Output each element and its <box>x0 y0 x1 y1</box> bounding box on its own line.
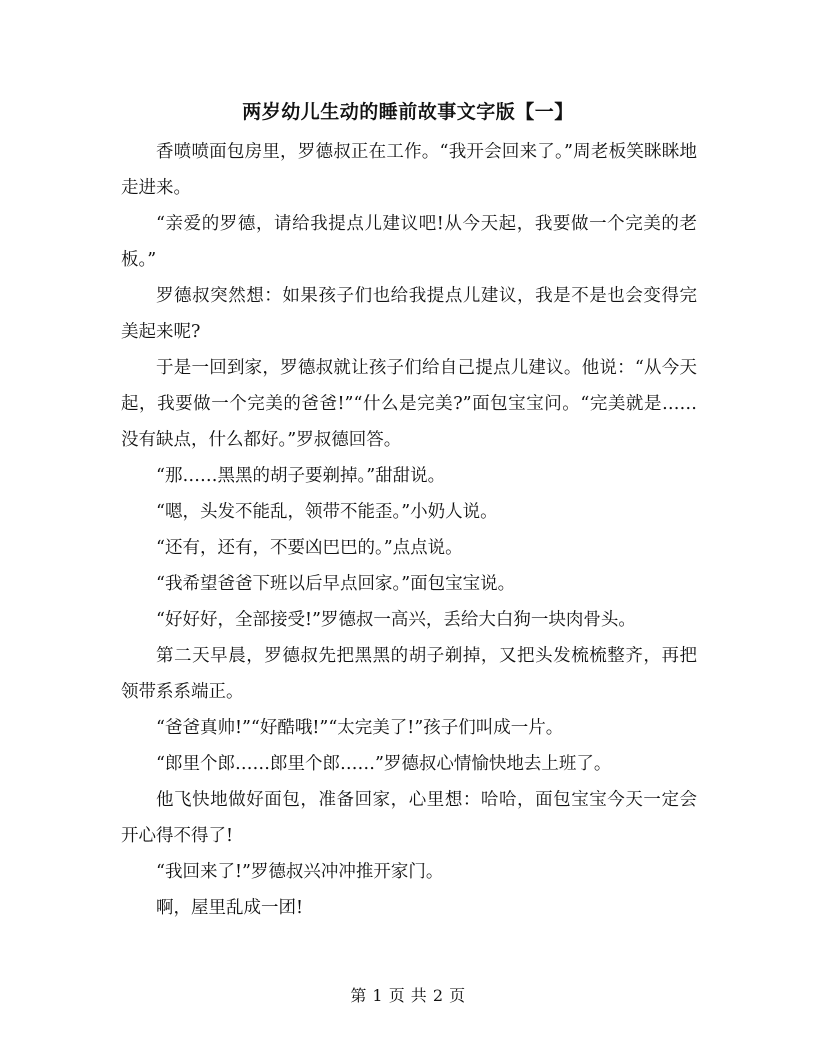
paragraph: “我回来了!”罗德叔兴冲冲推开家门。 <box>156 862 444 882</box>
paragraph: “那……黑黑的胡子要剃掉。”甜甜说。 <box>156 466 446 486</box>
paragraph: “爸爸真帅!”“好酷哦!”“太完美了!”孩子们叫成一片。 <box>156 718 564 738</box>
paragraph: 罗德叔突然想：如果孩子们也给我提点儿建议，我是不是也会变得完美起来呢? <box>121 286 697 342</box>
paragraph: 香喷喷面包房里，罗德叔正在工作。“我开会回来了。”周老板笑眯眯地走进来。 <box>121 142 697 198</box>
paragraph: “还有，还有，不要凶巴巴的。”点点说。 <box>156 538 463 558</box>
paragraph: “郎里个郎……郎里个郎……”罗德叔心情愉快地去上班了。 <box>156 754 612 774</box>
paragraph: 第二天早晨，罗德叔先把黑黑的胡子剃掉，又把头发梳梳整齐，再把领带系系端正。 <box>121 646 697 702</box>
paragraph: “好好好，全部接受!”罗德叔一高兴，丢给大白狗一块肉骨头。 <box>156 610 636 630</box>
paragraph: 啊，屋里乱成一团! <box>156 898 304 918</box>
paragraph: “我希望爸爸下班以后早点回家。”面包宝宝说。 <box>156 574 516 594</box>
page-footer <box>0 984 816 1008</box>
paragraph: 他飞快地做好面包，准备回家，心里想：哈哈，面包宝宝今天一定会开心得不得了! <box>121 790 697 846</box>
paragraph: 于是一回到家，罗德叔就让孩子们给自己提点儿建议。他说：“从今天起，我要做一个完美的爸爸!”“什么是完美?”面包宝宝问。“完美就是……没有缺点，什么都好。”罗叔德回答。 <box>121 358 697 450</box>
page-number-label: 第 1 页 共 2 页 <box>350 986 466 1005</box>
document-body <box>121 134 697 926</box>
paragraph: “嗯，头发不能乱，领带不能歪。”小奶人说。 <box>156 502 498 522</box>
paragraph: “亲爱的罗德，请给我提点儿建议吧!从今天起，我要做一个完美的老板。” <box>121 214 697 270</box>
document-title: 两岁幼儿生动的睡前故事文字版【一】 <box>242 101 574 123</box>
